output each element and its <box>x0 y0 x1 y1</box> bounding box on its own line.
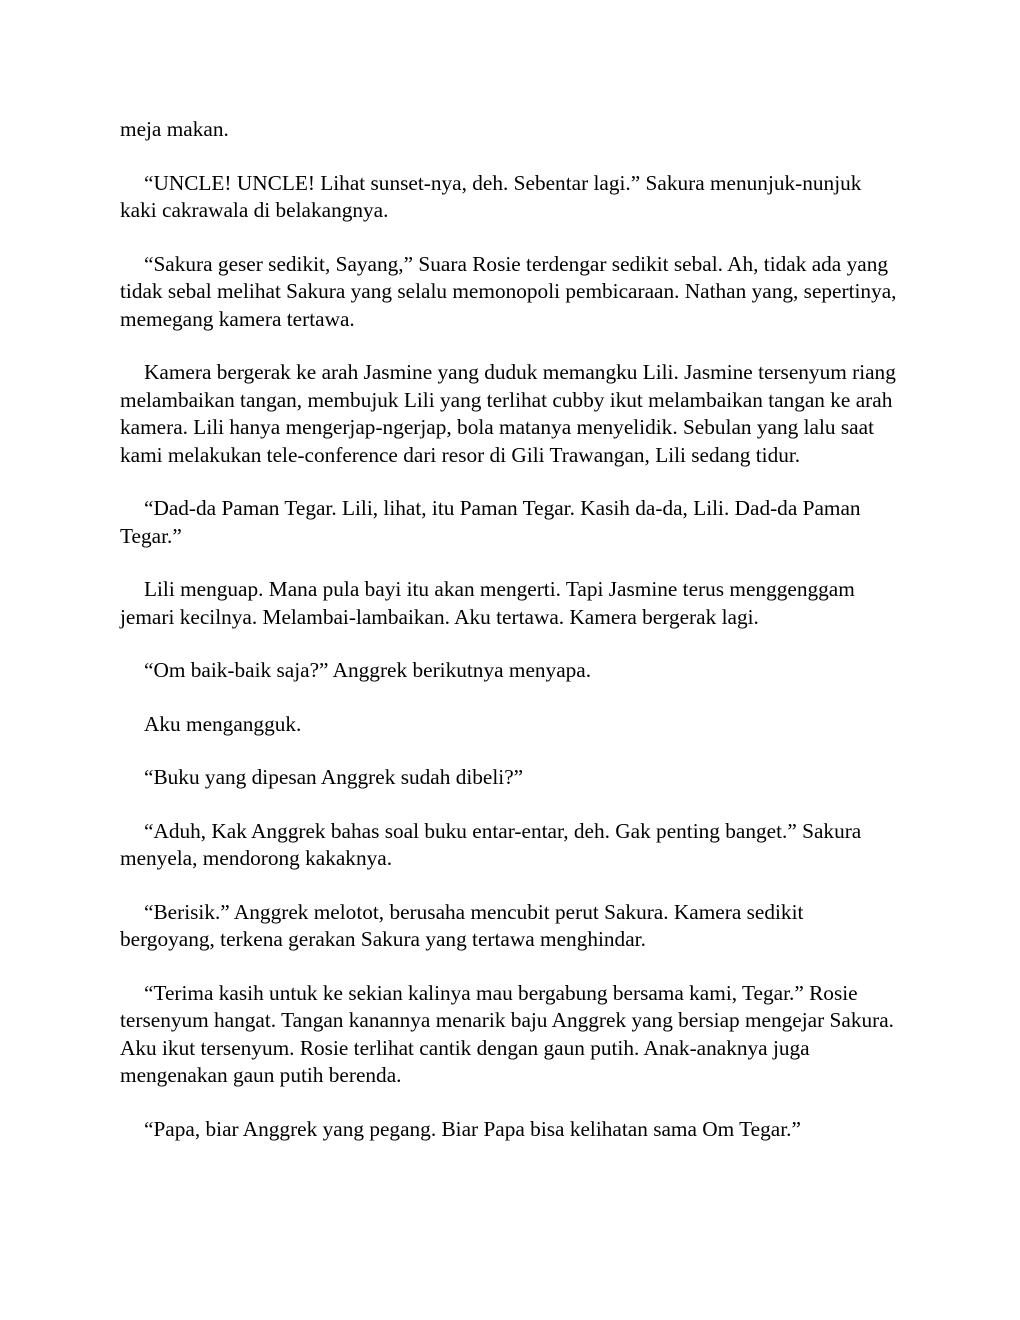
document-page <box>120 116 900 1169</box>
paragraph: “Om baik-baik saja?” Anggrek berikutnya menyapa. <box>144 658 592 682</box>
paragraph: “Terima kasih untuk ke sekian kalinya mau bergabung bersama kami, Tegar.” Rosie tersenyum hangat. Tangan kanannya menarik baju Anggrek yang bersiap mengejar Sakura. Aku ikut tersenyum. Rosie terlihat cantik dengan gaun putih. Anak-anaknya juga mengenakan gaun putih berenda. <box>120 980 895 1087</box>
paragraph-continuation: meja makan. <box>120 117 229 141</box>
paragraph: “Berisik.” Anggrek melotot, berusaha mencubit perut Sakura. Kamera sedikit bergoyang, terkena gerakan Sakura yang tertawa menghindar. <box>120 899 804 951</box>
paragraph: “Dad-da Paman Tegar. Lili, lihat, itu Paman Tegar. Kasih da-da, Lili. Dad-da Paman Tegar.” <box>120 496 861 548</box>
paragraph: “Aduh, Kak Anggrek bahas soal buku entar-entar, deh. Gak penting banget.” Sakura menyela, mendorong kakaknya. <box>120 818 862 870</box>
paragraph: Aku mengangguk. <box>144 711 302 736</box>
paragraph: “Buku yang dipesan Anggrek sudah dibeli?” <box>144 765 524 789</box>
paragraph: Lili menguap. Mana pula bayi itu akan mengerti. Tapi Jasmine terus menggenggam jemari kecilnya. Melambai-lambaikan. Aku tertawa. Kamera bergerak lagi. <box>120 577 855 629</box>
paragraph: “UNCLE! UNCLE! Lihat sunset-nya, deh. Sebentar lagi.” Sakura menunjuk-nunjuk kaki cakrawala di belakangnya. <box>120 170 862 222</box>
paragraph: “Papa, biar Anggrek yang pegang. Biar Papa bisa kelihatan sama Om Tegar.” <box>144 1116 801 1141</box>
paragraph: “Sakura geser sedikit, Sayang,” Suara Rosie terdengar sedikit sebal. Ah, tidak ada yang tidak sebal melihat Sakura yang selalu memonopoli pembicaraan. Nathan yang, sepertinya, memegang kamera tertawa. <box>120 251 897 331</box>
paragraph: Kamera bergerak ke arah Jasmine yang duduk memangku Lili. Jasmine tersenyum riang melambaikan tangan, membujuk Lili yang terlihat cubby ikut melambaikan tangan ke arah kamera. Lili hanya mengerjap-ngerjap, bola matanya menyelidik. Sebulan yang lalu saat kami melakukan tele-conference dari resor di Gili Trawangan, Lili sedang tidur. <box>120 360 896 467</box>
